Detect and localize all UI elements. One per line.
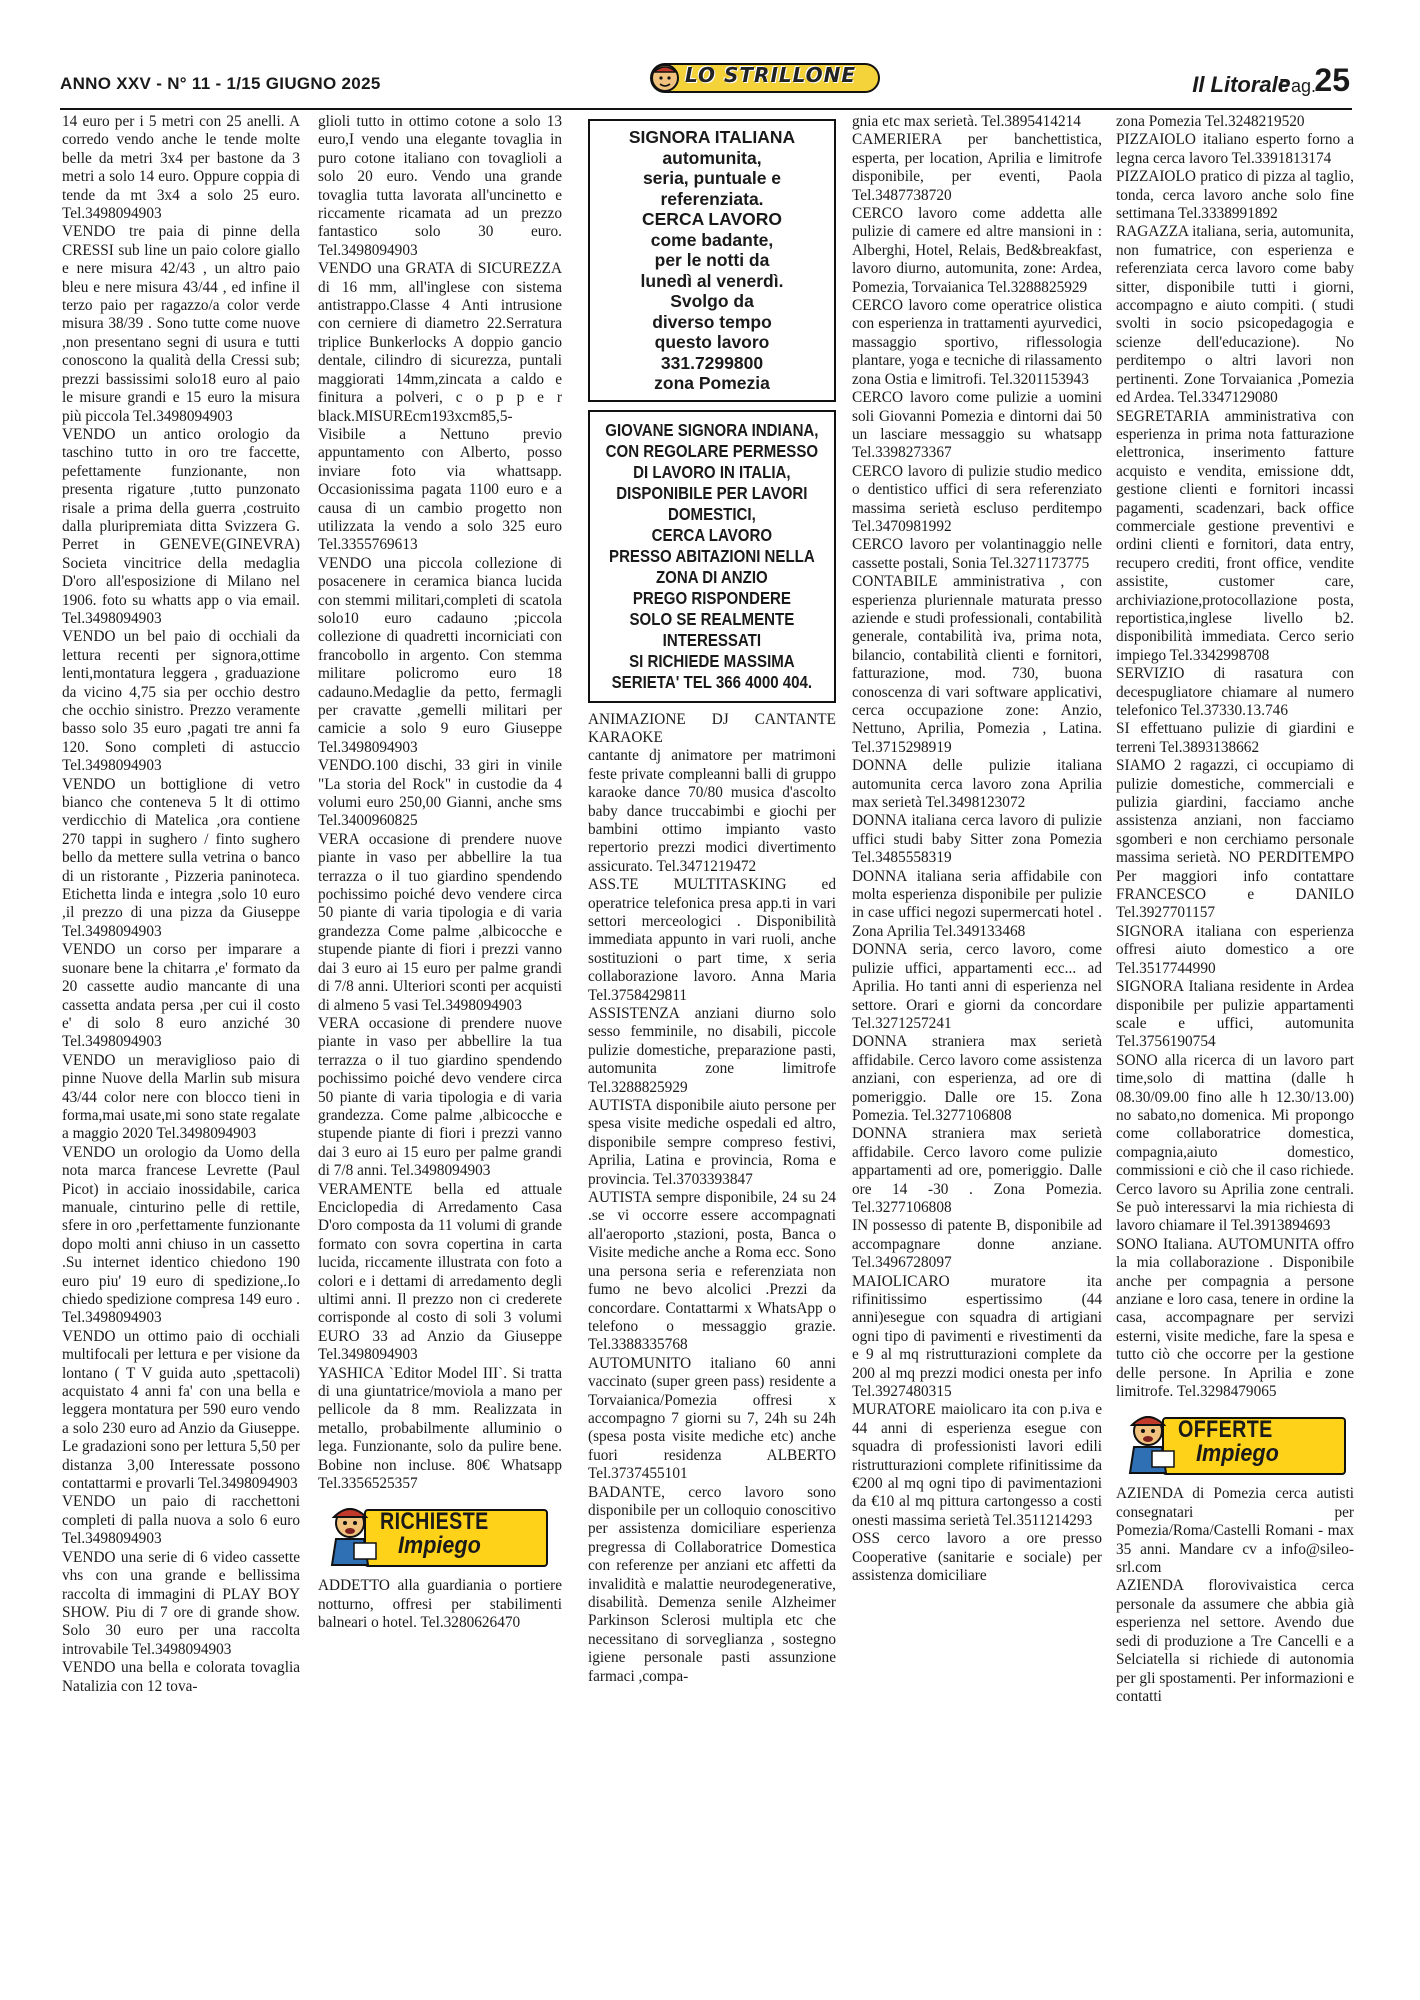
header-rule — [60, 108, 1352, 110]
box-line: automunita, — [662, 147, 762, 168]
classified-ad: VENDO una bella e colorata tovaglia Natalizia con 12 tova- — [62, 1659, 300, 1695]
classified-ad: AUTISTA disponibile aiuto persone per spesa visite mediche ospedali ed altro, disponibile sempre compreso festivi, Aprilia, Latina e provincia, Roma e provincia. Tel.3703393847 — [588, 1097, 836, 1188]
classified-ad: 14 euro per i 5 metri con 25 anelli. A corredo vendo anche le tende molte belle da metri 3x4 per bastone da 3 metri a solo 14 euro. Oppure coppia di tende da mt 3x4 a solo 25 euro. Tel.3498094903 — [62, 113, 300, 223]
classified-ad: AZIENDA di Pomezia cerca autisti consegnatari per Pomezia/Roma/Castelli Romani - max 35 anni. Mandare cv a info@sileo-srl.com — [1116, 1485, 1354, 1577]
box-line: Svolgo da — [670, 291, 754, 311]
classified-ad: DONNA straniera max serietà affidabile. Cerco lavoro come assistenza anziani, con esperienza, ad ore di pomeriggio. Dalle ore 15. Zona Pomezia. Tel.3277106808 — [852, 1033, 1102, 1124]
box-line: ZONA DI ANZIO — [656, 566, 768, 587]
classified-ad: SIGNORA Italiana residente in Ardea disponibile per pulizie appartamenti scale e uffici, automunita Tel.3756190754 — [1116, 978, 1354, 1051]
richieste-impiego-banner — [318, 1503, 562, 1569]
classified-ad: CONTABILE amministrativa , con esperienza pluriennale maturata presso aziende e studi professionali, contabilità generale, contabilità iva, prima nota, bilancio, contabilità clienti e fornitori, fatturazione, mod. 730, buona conoscenza di vari software applicativi, cerca occupazione zone: Anzio, Nettuno, Aprilia, Pomezia , Latina. Tel.3715298919 — [852, 573, 1102, 756]
banner-title: OFFERTE — [1178, 1416, 1273, 1444]
classified-ad: PIZZAIOLO italiano esperto forno a legna cerca lavoro Tel.3391813174 — [1116, 131, 1354, 167]
box-line: CERCA LAVORO — [642, 209, 782, 229]
classified-ad: CAMERIERA per banchettistica, esperta, per location, Aprilia e limitrofe disponibile, per eventi, Paola Tel.3487738720 — [852, 131, 1102, 204]
box-line: per le notti da — [654, 250, 770, 270]
box-line: SI RICHIEDE MASSIMA — [629, 650, 795, 671]
column-1 — [62, 113, 300, 1963]
classified-ad: gnia etc max serietà. Tel.3895414214 — [852, 113, 1081, 130]
classified-ad: cantante dj animatore per matrimoni feste private compleanni balli di gruppo karaoke dance 70/80 musica d'ascolto baby dance truccabimbi e giochi per bambini ottimo impianto vasto repertorio prezzi modici divertimento assicurato. Tel.3471219472 — [588, 747, 836, 875]
classified-ad: ASSISTENZA anziani diurno solo sesso femminile, no disabili, piccole pulizie domestiche, preparazione pasti, automunita zone limitrofe Tel.3288825929 — [588, 1005, 836, 1096]
classified-ad: SI effettuano pulizie di giardini e terreni Tel.3893138662 — [1116, 720, 1354, 756]
page-header — [60, 58, 1350, 108]
classified-ad: DONNA delle pulizie italiana automunita cerca lavoro zona Aprilia max serietà Tel.3498123072 — [852, 757, 1102, 812]
classified-ad: DONNA seria, cerco lavoro, come pulizie uffici, appartamenti ecc... ad Aprilia. Ho tanti anni di esperienza nel settore. Orari e giorni da concordare Tel.3271257241 — [852, 941, 1102, 1032]
classified-ad: SERVIZIO di rasatura con decespugliatore chiamare al numero telefonico Tel.37330.13.746 — [1116, 665, 1354, 719]
column-5 — [1116, 113, 1354, 1963]
box-line: INTERESSATI — [662, 629, 762, 650]
banner-subtitle: Impiego — [398, 1532, 481, 1560]
classified-ad: VERA occasione di prendere nuove piante in vaso per abbellire la tua terrazza o il tuo giardino spendendo pochissimo poiché devo vendere circa 50 piante di varia tipologia e di varia grandezza Come palme ,albicocche e stupende piante di fiori i prezzi vanno dai 3 euro ai 15 euro per palme grandi di 7/8 anni. Ulteriori sconti per acquisti di almeno 5 vasi Tel.3498094903 — [318, 830, 562, 1014]
classified-ad: CERCO lavoro come operatrice olistica con esperienza in trattamenti ayurvedici, massaggio sportivo, riflessologia plantare, yoga e tecniche di rilassamento zona Ostia e limitrofi. Tel.3201153943 — [852, 297, 1102, 388]
box-line: SERIETA' TEL 366 4000 404. — [611, 671, 813, 692]
classified-ad: MURATORE maiolicaro ita con p.iva e 44 anni di esperienza esegue con squadra di professionisti lavori edili ristrutturazioni complete rifinitissime da €200 al mq ogni tipo di pavimentazioni da €10 al mq pittura cartongesso a costi onesti massima serietà Tel.3511214293 — [852, 1401, 1102, 1529]
column-2 — [318, 113, 562, 1963]
classified-ad: VENDO un bottiglione di vetro bianco che conteneva 5 lt di ottimo verdicchio di Matelica ,ora contiene 270 tappi in sughero / finto sughero bello da mettere sulla vetrina o banco di un ristorante , Pizzeria paninoteca. Etichetta linda e integra ,solo 10 euro ,il prezzo di una pizza da Giuseppe Tel.3498094903 — [62, 775, 300, 940]
box-line: DISPONIBILE PER LAVORI — [616, 482, 808, 503]
box-line: referenziata. — [660, 188, 764, 209]
classified-ad: VENDO un antico orologio da taschino tutto in oro tre faccette, pefettamente funzionante, non presenta rigature ,tutto punzonato risale a prima della guerra ,costruito dalla pluripremiata ditta Svizzera G. Perret in GENEVE(GINEVRA) Societa vincitrice della medaglia D'oro all'esposizione di Milano nel 1906. foto su whatts app o via email. Tel.3498094903 — [62, 425, 300, 627]
classified-ad: SIGNORA italiana con esperienza offresi aiuto domestico a ore Tel.3517744990 — [1116, 922, 1354, 977]
classified-ad: VENDO un paio di racchettoni completi di palla nuova a solo 6 euro Tel.3498094903 — [62, 1493, 300, 1548]
classified-ad: glioli tutto in ottimo cotone a solo 13 euro,I vendo una elegante tovaglia in puro cotone italiano con tovaglioli a solo 20 euro. Vendo una grande tovaglia tutta lavorata all'uncinetto e riccamente ricamata ad un prezzo fantastico solo 30 euro. Tel.3498094903 — [318, 113, 562, 259]
classified-ad: SONO Italiana. AUTOMUNITA offro la mia collaborazione . Disponibile anche per compagnia a persone anziane e loro casa, tenere in ordine la casa, accompagnare per servizi esterni, visite mediche, fare la spesa e tutto ciò che occorre per la gestione delle persone. In Aprilia e zone limitrofe. Tel.3298479065 — [1116, 1235, 1354, 1401]
box-line: diverso tempo — [652, 311, 772, 332]
classified-ad: VENDO tre paia di pinne della CRESSI sub line un paio colore giallo e nere misura 42/43 , un altro paio bleu e nere misura 43/44 , ed infine il terzo paio per ragazzo/a color verde misura 38/39 . Sono tutte come nuove ,non presentano segni di usura e tutti conoscono la qualità della Cressi sub; prezzi bassissimi solo18 euro al paio le misure grandi e 15 euro la misura più piccola Tel.3498094903 — [62, 223, 300, 425]
classified-ad: SONO alla ricerca di un lavoro part time,solo di mattina (dalle h 08.30/09.00 fino alle h 12.30/13.00) no sabato,no domenica. Mi propongo come collaboratrice domestica, compagnia,aiuto domestico, commissioni e ciò che il caso richiede. Cerco lavoro su Aprilia zone centrali. Se può interessarvi la mia richiesta di lavoro chiamare il Tel.3913894693 — [1116, 1051, 1354, 1235]
classified-ad: YASHICA `Editor Model III`. Si tratta di una giuntatrice/moviola a mano per pellicole da 8 mm. Realizzata in metallo, probabilmente alluminio o lega. Funzionante, solo da pulire bene. Bobine non incluse. 80€ Whatsapp Tel.3356525357 — [318, 1364, 562, 1493]
classified-ad: VENDO un ottimo paio di occhiali multifocali per lettura e per visione da lontano ( T V guida auto ,spettacoli) acquistato 4 anni fa' con una bella e leggera montatura per 590 euro vendo a solo 230 euro ad Anzio da Giuseppe. Le gradazioni sono per lettura 5,50 per distanza 3,00 Interessate possono contattarmi e provarli Tel.3498094903 — [62, 1327, 300, 1493]
classified-ad: CERCO lavoro per volantinaggio nelle cassette postali, Sonia Tel.3271173775 — [852, 536, 1102, 572]
classified-ad: VENDO una serie di 6 video cassette vhs con una grande e bellissima raccolta di immagini di PLAY BOY SHOW. Piu di 7 ore di grande show. Solo 30 euro per una raccolta introvabile Tel.3498094903 — [62, 1548, 300, 1658]
classified-ad: CERCO lavoro come addetta alle pulizie di camere ed altre mansioni in : Alberghi, Hotel, Relais, Bed&breakfast, lavoro diurno, automunita, zone: Ardea, Pomezia, Torvaianica Tel.3288825929 — [852, 205, 1102, 296]
classified-ad: CERCO lavoro di pulizie studio medico o dentistico uffici di sera referenziato massima serietà escluso perditempo Tel.3470981992 — [852, 462, 1102, 535]
classified-ad: AZIENDA florovivaistica cerca personale da assumere che abbia già esperienza nel settore. Avendo due sedi di produzione a Tre Cancelli e a Selciatella si richiede di autonomia per gli spostamenti. Per informazioni e contatti — [1116, 1577, 1354, 1705]
classified-ad: SEGRETARIA amministrativa con esperienza in prima nota fatturazione elettronica, inserimento fatture acquisto e vendita, emissione ddt, gestione clienti e fornitori incassi pagamenti, scadenzari, back office commerciale gestione preventivi e ordini clienti e fornitori, data entry, recupero crediti, front office, vendite assistite, customer care, archiviazione,protocollazione posta, reportistica,inglese livello b2. disponibilità immediata. Cerco serio impiego Tel.3342998708 — [1116, 407, 1354, 664]
classified-ad: IN possesso di patente B, disponibile ad accompagnare donne anziane. Tel.3496728097 — [852, 1217, 1102, 1272]
classified-ad: zona Pomezia Tel.3248219520 — [1116, 113, 1305, 130]
logo-text: LO STRILLONE — [685, 63, 857, 87]
box-line: lunedì al venerdì. — [640, 270, 784, 291]
box-line: PRESSO ABITAZIONI NELLA — [609, 545, 815, 566]
column-4 — [852, 113, 1102, 1963]
box-line: CERCA LAVORO — [651, 524, 773, 545]
classified-ad: VERA occasione di prendere nuove piante in vaso per abbellire la tua terrazza o il tuo giardino spendendo pochissimo poiché devo vendere circa 50 piante di varia tipologia e di varia grandezza. Come palme ,albicocche e stupende piante di fiori i prezzi vanno dai 3 euro ai 15 euro per palme grandi di 7/8 anni. Tel.3498094903 — [318, 1014, 562, 1180]
classified-ad: VERAMENTE bella ed attuale Enciclopedia di Arredamento Casa D'oro composta da 11 volumi di grande formato con sovra copertina in carta lucida, riccamente illustrata con foto a colori e i dettami di arredamento degli ultimi anni. Il prezzo non ci crederete corrisponde al costo di soli 3 volumi EURO 33 ad Anzio da Giuseppe Tel.3498094903 — [318, 1180, 562, 1364]
classified-ad: VENDO un bel paio di occhiali da lettura recenti per signora,ottime lenti,montatura leggera , graduazione da vicino 4,75 sia per occhio destro che occhio sinistro. Prezzo veramente basso solo 35 euro ,pagati tre anni fa 120. Sono completi di astuccio Tel.3498094903 — [62, 628, 300, 775]
offerte-impiego-banner — [1116, 1411, 1354, 1477]
classified-ad: ASS.TE MULTITASKING ed operatrice telefonica presa app.ti in vari settori merceologici . Disponibilità immediata appunto in vari ruoli, anche sostituzioni o part time, x seria collaborazione lavoro. Anna Maria Tel.3758429811 — [588, 876, 836, 1004]
lo-strillone-logo — [645, 60, 885, 96]
banner-subtitle: Impiego — [1196, 1440, 1279, 1468]
box-line: seria, puntuale e — [642, 168, 782, 188]
box-line: SOLO SE REALMENTE — [629, 608, 795, 629]
box-line: DOMESTICI, — [668, 503, 756, 524]
box-line: questo lavoro — [654, 332, 770, 352]
page-label: Pag. — [1278, 76, 1316, 96]
classified-ad: VENDO una GRATA di SICUREZZA di 16 mm, all'inglese con sistema antistrappo.Classe 4 Anti intrusione con cerniere di diametro 22.Serratura triplice Bunkerlocks A doppio gancio dentale, cilindro di sicurezza, puntali maggiorati 14mm,zincata a caldo e finitura a polveri, c o p p e r black.MISUREcm193xcm85,5- Visibile a Nettuno previo appuntamento con Alberto, posso inviare foto via whattsapp. Occasionissima pagata 1100 euro e a causa di un cambio progetto non utilizzata la vendo a solo 325 euro Tel.3355769613 — [318, 260, 562, 554]
classified-ad: DONNA italiana seria affidabile con molta esperienza disponibile per pulizie in case uffici negozi supermercati hotel . Zona Aprilia Tel.349133468 — [852, 867, 1102, 940]
classified-ad: VENDO.100 dischi, 33 giri in vinile "La storia del Rock" in custodie da 4 volumi euro 250,00 Gianni, anche sms Tel.3400960825 — [318, 757, 562, 830]
column-3 — [588, 113, 836, 1963]
box-line: SIGNORA ITALIANA — [628, 127, 796, 147]
classified-ad: PIZZAIOLO pratico di pizza al taglio, tonda, cerca lavoro anche solo fine settimana Tel.3338991892 — [1116, 168, 1354, 223]
box-line: CON REGOLARE PERMESSO — [605, 440, 819, 461]
newsboy-mascot-icon — [320, 1503, 382, 1569]
classified-ad: OSS cerco lavoro a ore presso Cooperative (sanitarie e sociale) per assistenza domiciliare — [852, 1530, 1102, 1585]
classified-ad: RAGAZZA italiana, seria, automunita, non fumatrice, con esperienza e referenziata cerca lavoro come baby sitter, disponibile tutti i giorni, accompagno e aiuto compiti. ( studi svolti in socio psicopedagogia e scienze dell'educazione). No perditempo o altri lavori non pertinenti. Zone Torvaianica ,Pomezia ed Ardea. Tel.3347129080 — [1116, 223, 1354, 407]
box-line: GIOVANE SIGNORA INDIANA, — [605, 419, 819, 440]
classified-ad: MAIOLICARO muratore ita rifinitissimo espertissimo (44 anni)esegue con squadra di artigiani ogni tipo di pavimenti e rivestimenti da e 9 al mq ristrutturazioni complete da 200 al mq prezzi modici onesta per info Tel.3927480315 — [852, 1272, 1102, 1401]
banner-title: RICHIESTE — [380, 1508, 489, 1536]
box-line: 331.7299800 — [660, 352, 764, 373]
classified-ad: AUTISTA sempre disponibile, 24 su 24 .se vi occorre essere accompagnati all'aeroporto ,stazioni, posta, Banca o Visite mediche anche a Roma ecc. Sono una persona seria e referenziata non fumo ne bevo alcolici .Prezzi da concordare. Contattarmi x WhatsApp o telefono o messaggio grazie. Tel.3388335768 — [588, 1189, 836, 1354]
classified-ad: VENDO un meraviglioso paio di pinne Nuove della Marlin sub misura 43/44 color nere con blocco tieni in forma,mai usate,mi sono state regalate a maggio 2020 Tel.3498094903 — [62, 1051, 300, 1143]
box-line: PREGO RISPONDERE — [632, 587, 792, 608]
classified-ad: ADDETTO alla guardiania o portiere notturno, offresi per stabilimenti balneari o hotel. Tel.3280626470 — [318, 1577, 562, 1632]
classified-ad: DONNA italiana cerca lavoro di pulizie uffici studi baby Sitter zona Pomezia Tel.3485558319 — [852, 812, 1102, 867]
classified-ad: VENDO un corso per imparare a suonare bene la chitarra ,e' formato da 20 cassette audio mancante di una cassetta andata persa ,per cui il costo e' di solo 8 euro anziché 30 Tel.3498094903 — [62, 941, 300, 1051]
publication-name: Il Litorale — [1192, 72, 1290, 97]
classified-ad: CERCO lavoro come pulizie a uomini soli Giovanni Pomezia e dintorni dai 50 un lasciare messaggio su whatsapp Tel.3398273367 — [852, 389, 1102, 462]
classified-ad: AUTOMUNITO italiano 60 anni vaccinato (super green pass) residente a Torvaianica/Pomezia offresi x accompagno 7 giorni su 7, 24h su 24h (spesa posta visite mediche etc) anche fuori residenza ALBERTO Tel.3737455101 — [588, 1354, 836, 1483]
box-line: DI LAVORO IN ITALIA, — [633, 461, 791, 482]
page-number: 25 — [1314, 62, 1350, 98]
classified-ad-title: ANIMAZIONE DJ CANTANTE KARAOKE — [588, 710, 836, 746]
newsboy-mascot-icon — [1118, 1411, 1180, 1477]
classified-ad: DONNA straniera max serietà affidabile. Cerco lavoro come pulizie appartamenti ad ore, pomeriggio. Dalle ore 14 -30 . Zona Pomezia. Tel.3277106808 — [852, 1125, 1102, 1216]
issue-info: ANNO XXV - N° 11 - 1/15 GIUGNO 2025 — [60, 74, 381, 93]
box-line: come badante, — [650, 229, 774, 250]
boxed-ad-signora-italiana — [588, 119, 836, 402]
boxed-ad-signora-indiana — [588, 410, 836, 703]
classified-ad: VENDO un orologio da Uomo della nota marca francese Levrette (Paul Picot) in acciaio inossidabile, carica manuale, cinturino pelle di rettile, sfere in oro ,perfettamente funzionante dopo molti anni chiuso in un cassetto .Su internet identico chiedono 190 euro piu' 19 euro di spedizione,.Io chiedo spedizione compresa 149 euro . Tel.3498094903 — [62, 1143, 300, 1327]
classified-ad: VENDO una piccola collezione di posacenere in ceramica bianca lucida con stemmi militari,completi di scatola solo10 euro cadauno ;piccola collezione di quadretti incorniciati con francobollo in argento. Con stemma militare policromo euro 18 cadauno.Medaglie da petto, fermagli per cravatte ,gemelli militari per camicie a solo 9 euro Giuseppe Tel.3498094903 — [318, 554, 562, 756]
classified-ad: BADANTE, cerco lavoro sono disponibile per un colloquio conoscitivo per assistenza domiciliare esperienza pregressa di Collaboratrice Domestica con referenze per anziani etc affetti da invalidità e malattie neurodegenerative, disabilità. Demenza senile Alzheimer Parkinson Sclerosi multipla etc che necessitano di sorveglianza , sostegno igiene personale pasti assunzione farmaci ,compa- — [588, 1483, 836, 1685]
classified-ad: SIAMO 2 ragazzi, ci occupiamo di pulizie domestiche, commerciali e pulizia giardini, facciamo anche assistenza anziani, non facciamo sgomberi e non cerchiamo personale massima serietà. NO PERDITEMPO Per maggiori info contattare FRANCESCO e DANILO Tel.3927701157 — [1116, 757, 1354, 922]
box-line: zona Pomezia — [654, 373, 770, 393]
